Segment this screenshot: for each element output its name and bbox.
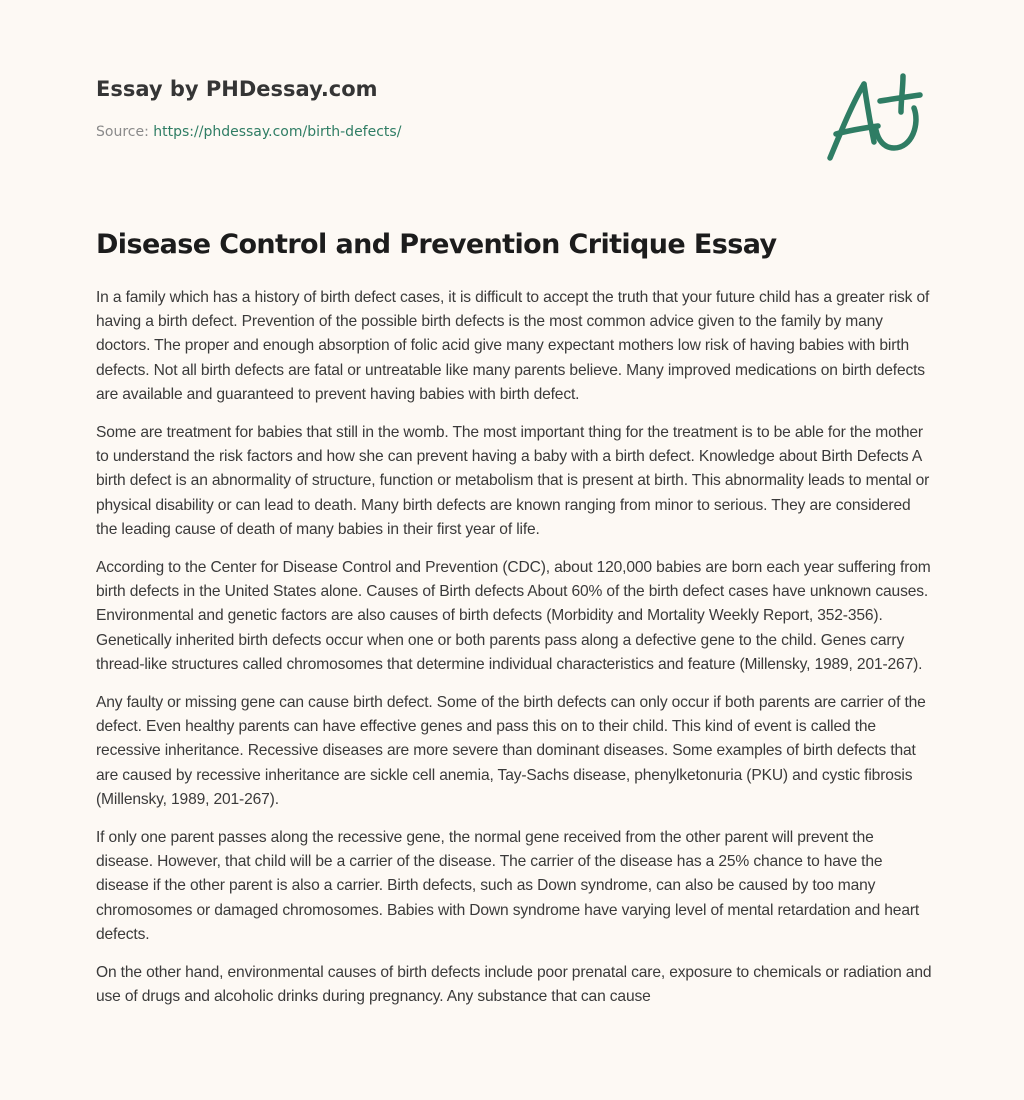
essay-paragraph: Some are treatment for babies that still in the womb. The most important thing for the treatment is to be able for the mother to understand the risk factors and how she can prevent having a baby with a birth defect. Knowledge about Birth Defects A birth defect is an abnormality of structure, function or metabolism that is present at birth. This abnormality leads to mental or physical disability or can lead to death. Many birth defects are known ranging from minor to serious. They are considered the leading cause of death of many babies in their first year of life. <box>96 424 930 538</box>
essay-paragraph: If only one parent passes along the recessive gene, the normal gene received from the other parent will prevent the disease. However, that child will be a carrier of the disease. The carrier of the disease has a 25% chance to have the disease if the other parent is also a carrier. Birth defects, such as Down syndrome, can also be caused by too many chromosomes or damaged chromosomes. Babies with Down syndrome have varying level of mental retardation and heart defects. <box>96 829 920 943</box>
a-plus-grade-icon <box>820 64 930 166</box>
source-line <box>96 122 796 142</box>
essay-paragraph: Any faulty or missing gene can cause birth defect. Some of the birth defects can only occur if both parents are carrier of the defect. Even healthy parents can have effective genes and pass this on to their child. This kind of event is called the recessive inheritance. Recessive diseases are more severe than dominant diseases. Some examples of birth defects that are caused by recessive inheritance are sickle cell anemia, Tay-Sachs disease, phenylketonuria (PKU) and cystic fibrosis (Millensky, 1989, 201-267). <box>96 694 926 808</box>
essay-body <box>96 286 932 1023</box>
page-header <box>96 74 796 142</box>
essay-paragraph: In a family which has a history of birth defect cases, it is difficult to accept the truth that your future child has a greater risk of having a birth defect. Prevention of the possible birth defects is the most common advice given to the family by many doctors. The proper and enough absorption of folic acid give many expectant mothers low risk of having babies with birth defects. Not all birth defects are fatal or untreatable like many parents believe. Many improved medications on birth defects are available and guaranteed to prevent having babies with birth defect. <box>96 289 930 403</box>
essay-paragraph: On the other hand, environmental causes of birth defects include poor prenatal care, exposure to chemicals or radiation and use of drugs and alcoholic drinks during pregnancy. Any substance that can cause <box>96 964 932 1006</box>
source-link[interactable]: https://phdessay.com/birth-defects/ <box>153 124 402 140</box>
essay-paragraph: According to the Center for Disease Control and Prevention (CDC), about 120,000 babies are born each year suffering from birth defects in the United States alone. Causes of Birth defects About 60% of the birth defect cases have unknown causes. Environmental and genetic factors are also causes of birth defects (Morbidity and Mortality Weekly Report, 352-356). Genetically inherited birth defects occur when one or both parents pass along a defective gene to the child. Genes carry thread-like structures called chromosomes that determine individual characteristics and feature (Millensky, 1989, 201-267). <box>96 559 931 673</box>
brand-title: Essay by PHDessay.com <box>96 77 378 101</box>
source-label: Source: <box>96 124 154 140</box>
essay-title: Disease Control and Prevention Critique Essay <box>96 229 777 260</box>
